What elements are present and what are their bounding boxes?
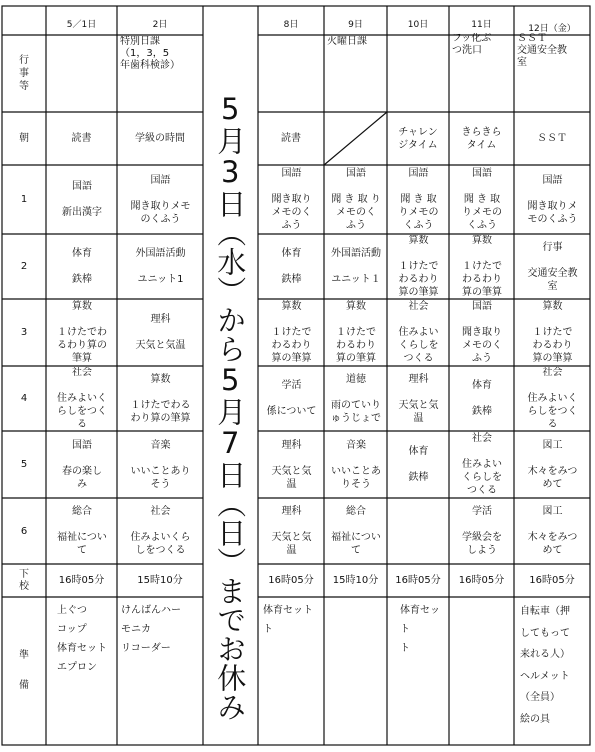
day-header-d8	[258, 9, 324, 35]
row-label-text: 下校	[19, 568, 29, 592]
day-date: 5／1日	[66, 20, 97, 30]
period5-d1: 国語 春の楽し み	[62, 439, 102, 490]
period3-d12: 算数 １けたで わるわり 算の筆算	[532, 301, 573, 364]
morning-d12: ＳＳＴ	[537, 133, 567, 144]
dismissal-d2: 15時10分	[137, 575, 183, 586]
morning-d8: 読書	[281, 133, 301, 144]
period1-d1: 国語 新出漢字	[62, 181, 102, 218]
row-label-p4: 4	[20, 393, 28, 404]
morning-d10: チャレン ジタイム	[398, 126, 438, 151]
period4-d12: 社会 住みよいく らしをつく る	[527, 367, 578, 430]
period1-d12: 国語 聞き取りメ モのくふう	[527, 174, 578, 225]
period4-d10: 理科 天気と気 温	[398, 373, 439, 424]
prep-d10: 体育セット ト	[400, 605, 440, 654]
period2-d8: 体育 鉄棒	[281, 248, 302, 285]
day-date: 10日	[407, 20, 429, 30]
morning-d11: きらきら タイム	[461, 126, 502, 151]
period5-d11: 社会 住みよい くらしを つくる	[462, 433, 502, 496]
period5-d10: 体育 鉄棒	[408, 446, 429, 483]
row-label-p1: 1	[20, 194, 28, 205]
dismissal-d9: 15時10分	[332, 575, 379, 586]
period2-d11: 算数 １けたで わるわり 算の筆算	[462, 235, 502, 298]
period3-d1: 算数 １けたでわ るわり算の 筆算	[57, 301, 107, 364]
day-date: 8日	[283, 20, 299, 30]
morning-d1: 読書	[71, 133, 92, 144]
period5-d8: 理科 天気と気 温	[271, 439, 312, 490]
prep-d8: 体育セット ト	[263, 605, 313, 635]
holiday-notice: 5月3日（水）から5月7日（日）までお休み	[213, 92, 248, 721]
period1-d8: 国語 聞き取り メモのく ふう	[271, 168, 312, 231]
row-label-morning: 朝	[19, 133, 29, 144]
events-d2: 特別日課 （1，3，5 年歯科検診）	[120, 36, 180, 71]
period3-d8: 算数 １けたで わるわり 算の筆算	[271, 301, 312, 364]
period4-d8: 学活 係について	[266, 380, 317, 417]
period2-d9: 外国語活動 ユニット１	[331, 248, 381, 285]
period5-d9: 音楽 いいことあ りそう	[331, 439, 381, 490]
row-label-events	[4, 48, 44, 98]
day-header-d12	[514, 13, 590, 35]
period5-d2: 音楽 いいことあり そう	[130, 439, 191, 490]
dismissal-d11: 16時05分	[458, 575, 505, 586]
prep-d1: 上ぐつ コップ 体育セット エプロン	[57, 605, 107, 673]
period3-d10: 社会 住みよい くらしを つくる	[398, 301, 439, 364]
day-date: 9日	[348, 20, 363, 30]
row-label-text: 準備	[19, 650, 29, 691]
events-d9: 火曜日課	[327, 36, 367, 47]
period4-d11: 体育 鉄棒	[472, 380, 492, 417]
prep-d2: けんばんハー モニカ リコーダー	[121, 605, 181, 654]
blank-cell-diagonal	[324, 112, 387, 165]
morning-d2: 学級の時間	[135, 133, 185, 144]
period2-d12: 行事 交通安全教 室	[527, 241, 578, 292]
period4-d1: 社会 住みよいく らしをつく る	[57, 367, 107, 430]
row-label-dismissal	[4, 564, 44, 597]
period6-d9: 総合 福祉につい て	[331, 506, 381, 556]
period6-d11: 学活 学級会を しよう	[462, 506, 502, 556]
dismissal-d10: 16時05分	[395, 575, 441, 586]
period4-d9: 道徳 雨のていり ゅうじょで	[331, 373, 381, 424]
day-header-d9	[324, 9, 387, 35]
period6-d2: 社会 住みよいくら しをつくる	[130, 506, 191, 556]
prep-d12: 自転車（押 してもって 来れる人） ヘルメット （全員） 絵の具	[520, 606, 570, 725]
period3-d9: 算数 １けたで わるわり 算の筆算	[336, 301, 376, 364]
row-label-text: 行事等	[19, 54, 29, 92]
row-label-p6: 6	[20, 525, 28, 537]
events-d11: フッ化ぶ つ洗口	[452, 33, 492, 56]
day-date: 11日	[471, 20, 492, 30]
row-label-p2: 2	[20, 261, 28, 272]
period2-d1: 体育 鉄棒	[72, 248, 92, 285]
period4-d2: 算数 １けたでわる わり算の筆算	[130, 373, 191, 424]
events-d12: ＳＳＴ 交通安全教 室	[517, 33, 567, 68]
day-header-d10	[387, 9, 449, 35]
period1-d10: 国語 聞 き 取 りメモの くふう	[398, 168, 439, 231]
row-label-prep	[4, 597, 44, 745]
day-date: 2日	[152, 20, 168, 30]
day-date: 12日（金）	[528, 24, 576, 34]
row-label-p3: 3	[20, 327, 28, 338]
period2-d10: 算数 １けたで わるわり 算の筆算	[398, 235, 439, 298]
period6-d8: 理科 天気と気 温	[271, 506, 312, 556]
day-header-d1	[46, 9, 117, 35]
period5-d12: 図工 木々をみつ めて	[527, 439, 578, 490]
period1-d2: 国語 聞き取りメモ のくふう	[130, 174, 191, 225]
dismissal-d8: 16時05分	[268, 575, 314, 586]
day-header-d11	[449, 9, 514, 35]
period2-d2: 外国語活動 ユニット1	[135, 248, 186, 285]
dismissal-d12: 16時05分	[529, 575, 575, 586]
period6-d1: 総合 福祉につい て	[57, 506, 107, 556]
period1-d9: 国語 聞 き 取 り メモのく ふう	[331, 168, 381, 231]
period6-d12: 図工 木々をみつ めて	[527, 506, 578, 556]
period3-d2: 理科 天気と気温	[135, 314, 186, 351]
period3-d11: 国語 聞き取り メモのく ふう	[462, 301, 502, 364]
day-header-d2	[117, 9, 203, 35]
period1-d11: 国語 聞 き 取 りメモの くふう	[462, 168, 502, 231]
row-label-p5: 5	[20, 459, 28, 470]
dismissal-d1: 16時05分	[58, 575, 105, 586]
